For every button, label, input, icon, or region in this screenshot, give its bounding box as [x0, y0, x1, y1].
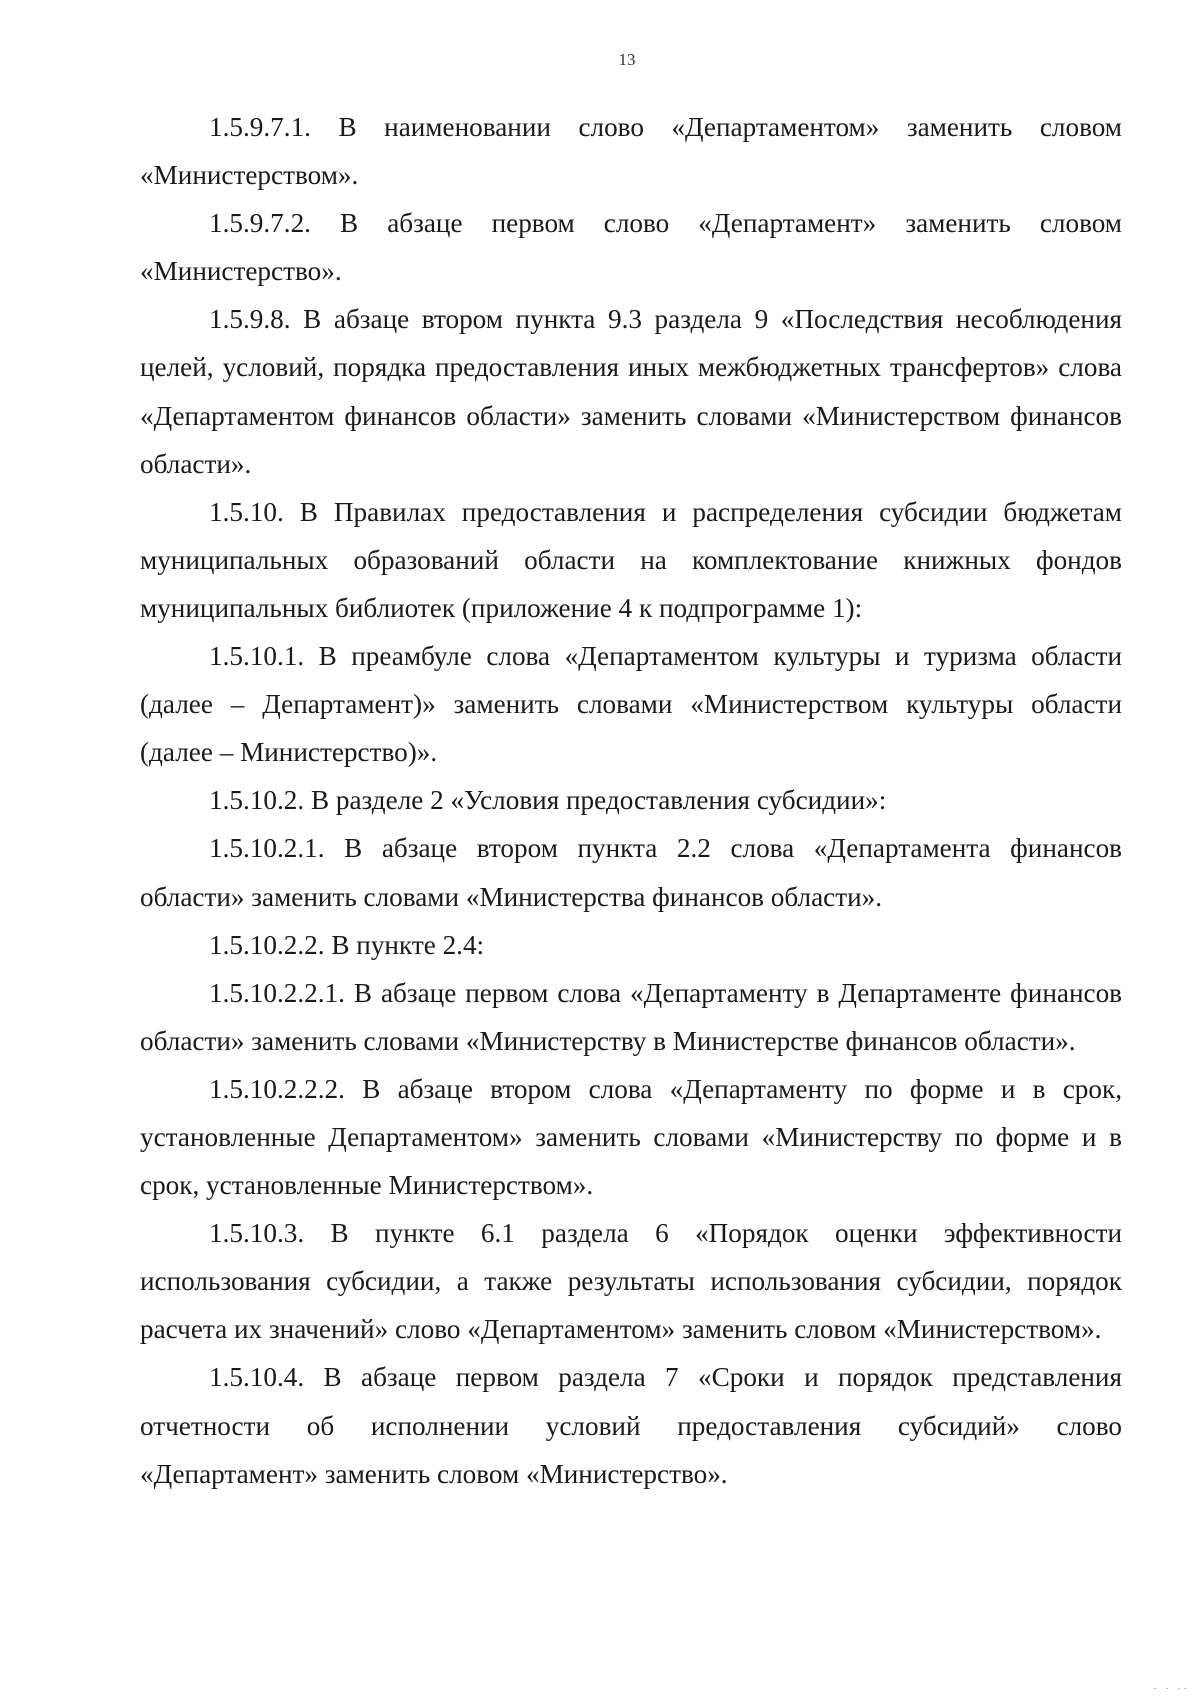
paragraph: 1.5.10.2.2.1. В абзаце первом слова «Департаменту в Департаменте финансов области» заменить словами «Министерству в Министерстве финансов области». — [140, 977, 1122, 1056]
paragraph: 1.5.9.8. В абзаце втором пункта 9.3 раздела 9 «Последствия несоблюдения целей, условий, порядка предоставления иных межбюджетных трансфертов» слова «Департаментом финансов области» заменить словами «Министерством финансов области». — [140, 304, 1122, 479]
paragraph: 1.5.9.7.1. В наименовании слово «Департаментом» заменить словом «Министерством». — [140, 112, 1122, 191]
scan-artifact: · · ·· — [1153, 1684, 1190, 1695]
paragraph: 1.5.10.4. В абзаце первом раздела 7 «Сроки и порядок представления отчетности об исполнении условий предоставления субсидий» слово «Департамент» заменить словом «Министерство». — [140, 1362, 1122, 1489]
paragraph: 1.5.10.2.2. В пункте 2.4: — [209, 929, 485, 960]
paragraph: 1.5.10.1. В преамбуле слова «Департаментом культуры и туризма области (далее – Департамент)» заменить словами «Министерством культуры области (далее – Министерство)». — [140, 641, 1122, 768]
page-number: 13 — [618, 50, 636, 69]
paragraph: 1.5.10. В Правилах предоставления и распределения субсидии бюджетам муниципальных образований области на комплектование книжных фондов муниципальных библиотек (приложение 4 к подпрограмме 1): — [140, 496, 1122, 623]
paragraph: 1.5.10.2.2.2. В абзаце втором слова «Департаменту по форме и в срок, установленные Департаментом» заменить словами «Министерству по форме и в срок, установленные Министерством». — [140, 1073, 1122, 1201]
paragraph: 1.5.10.3. В пункте 6.1 раздела 6 «Порядок оценки эффективности использования субсидии, а также результаты использования субсидии, порядок расчета их значений» слово «Департаментом» заменить словом «Министерством». — [140, 1218, 1122, 1345]
paragraph: 1.5.9.7.2. В абзаце первом слово «Департамент» заменить словом «Министерство». — [140, 208, 1122, 287]
paragraph: 1.5.10.2. В разделе 2 «Условия предоставления субсидии»: — [209, 785, 887, 816]
paragraph: 1.5.10.2.1. В абзаце втором пункта 2.2 слова «Департамента финансов области» заменить словами «Министерства финансов области». — [140, 833, 1122, 912]
document-body — [140, 103, 1122, 1498]
